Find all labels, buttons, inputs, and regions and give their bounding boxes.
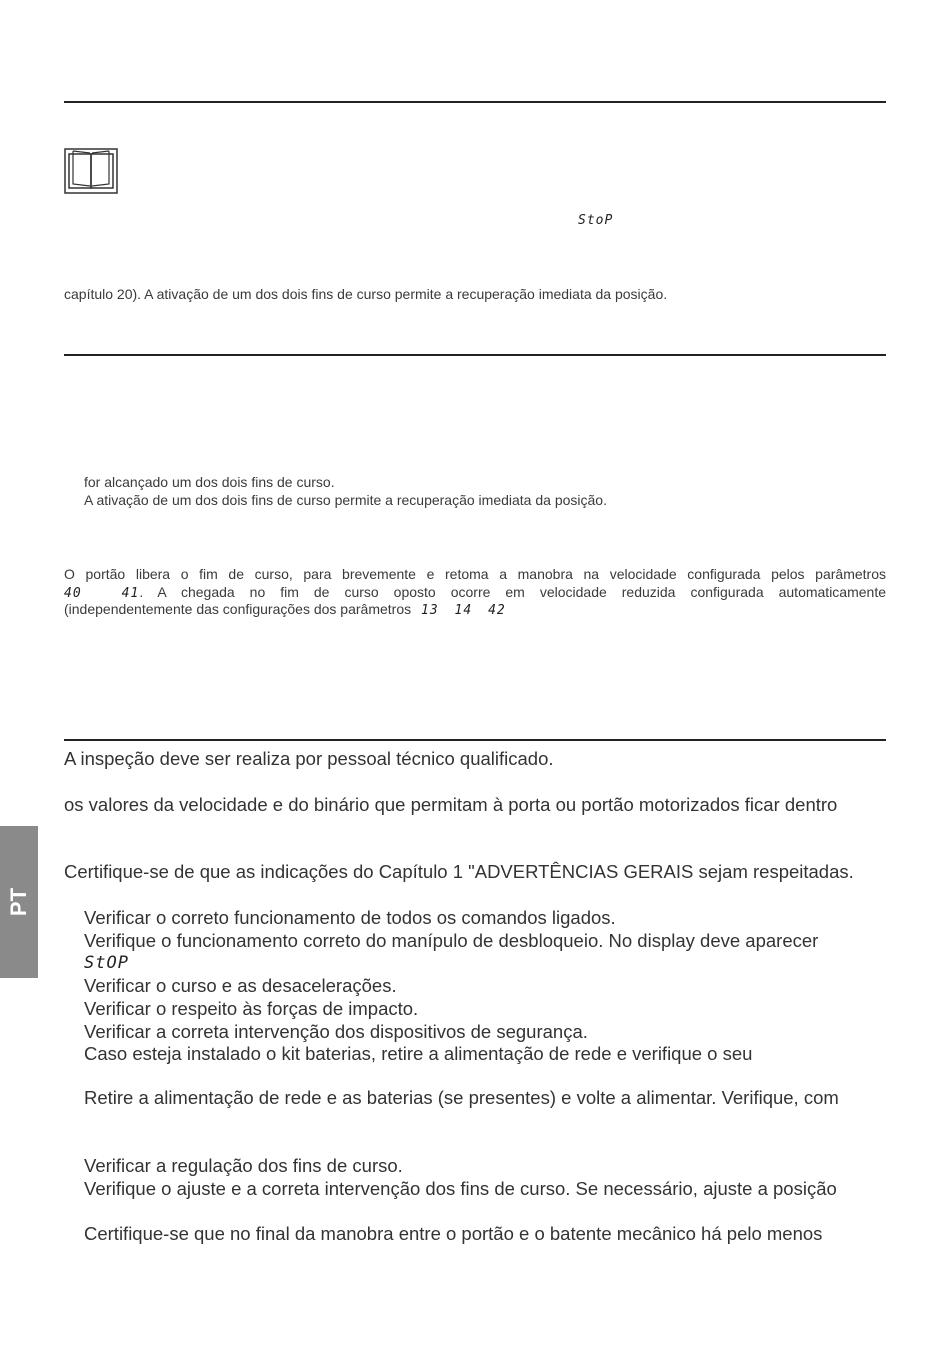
section2-para-text1: O portão libera o fim de curso, para brevemente e retoma a manobra na velocidade configurada pelos parâmetros — [64, 566, 886, 582]
check-item-9: Verifique o ajuste e a correta intervenção dos fins de curso. Se necessário, ajuste a posição — [84, 1178, 837, 1199]
section2-paragraph-line2 — [64, 583, 886, 603]
param-13: 13 — [421, 603, 439, 618]
section2-line2: A ativação de um dos dois fins de curso permite a recuperação imediata da posição. — [84, 492, 607, 508]
section1-paragraph-end: capítulo 20). A ativação de um dos dois fins de curso permite a recuperação imediata da posição. — [64, 286, 668, 302]
check-item-5: Verificar a correta intervenção dos dispositivos de segurança. — [84, 1021, 588, 1042]
stop-display-code: StoP — [578, 213, 614, 228]
param-14: 14 — [454, 603, 473, 618]
section2-para-text2: . A chegada no fim de curso oposto ocorre em velocidade reduzida configurada automaticamente — [139, 584, 886, 600]
section-divider-1 — [64, 101, 886, 103]
param-40: 40 — [64, 586, 82, 601]
check-item-2: Verifique o funcionamento correto do manípulo de desbloqueio. No display deve aparecer — [84, 930, 819, 951]
language-tab-label: PT — [6, 887, 31, 917]
inspection-line: A inspeção deve ser realiza por pessoal técnico qualificado. — [64, 748, 554, 769]
section2-paragraph-line1 — [64, 565, 886, 583]
language-tab — [0, 826, 38, 978]
check-item-4: Verificar o respeito às forças de impacto. — [84, 998, 419, 1019]
check-item-6: Caso esteja instalado o kit baterias, retire a alimentação de rede e verifique o seu — [84, 1043, 753, 1064]
check-item-2-display: StOP — [84, 953, 129, 973]
check-item-7: Retire a alimentação de rede e as baterias (se presentes) e volte a alimentar. Verifique, com — [84, 1087, 839, 1108]
check-item-3: Verificar o curso e as desacelerações. — [84, 975, 397, 996]
warnings-line: Certifique-se de que as indicações do Capítulo 1 "ADVERTÊNCIAS GERAIS sejam respeitadas. — [64, 861, 854, 882]
param-41: 41 — [121, 586, 140, 601]
section-divider-2 — [64, 354, 886, 356]
section2-paragraph-line3 — [64, 601, 506, 618]
check-item-8: Verificar a regulação dos fins de curso. — [84, 1155, 403, 1176]
check-item-1: Verificar o correto funcionamento de todos os comandos ligados. — [84, 907, 616, 928]
section2-para-text3: (independentemente das configurações dos parâmetros — [64, 601, 412, 617]
section2-line1: for alcançado um dos dois fins de curso. — [84, 474, 335, 490]
section-divider-3 — [64, 739, 886, 741]
values-line: os valores da velocidade e do binário que permitam à porta ou portão motorizados ficar dentro — [64, 794, 838, 815]
open-book-icon — [64, 148, 118, 194]
check-item-10: Certifique-se que no final da manobra entre o portão e o batente mecânico há pelo menos — [84, 1223, 823, 1244]
param-42: 42 — [488, 603, 506, 618]
